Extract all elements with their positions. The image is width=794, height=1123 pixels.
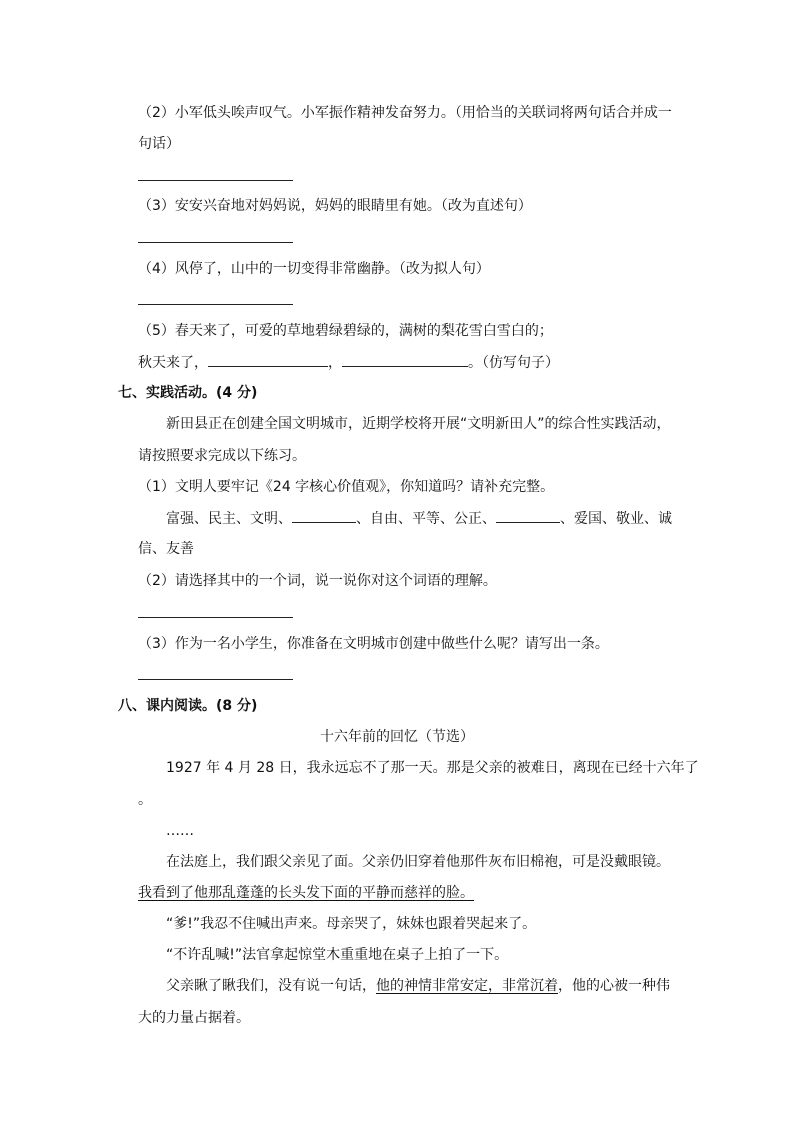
q6-item5-suffix: 。（仿写句子） xyxy=(468,355,559,371)
q7-item2-answer-line[interactable] xyxy=(138,617,293,618)
q8-p2-underlined-sentence: 我看到了他那乱蓬蓬的长头发下面的平静而慈祥的脸。 xyxy=(138,885,474,901)
q7-item3: （3）作为一名小学生，你准备在文明城市创建中做些什么呢？请写出一条。 xyxy=(138,636,609,652)
q8-p3: “爹!”我忍不住喊出声来。母亲哭了，妹妹也跟着哭起来了。 xyxy=(166,916,537,932)
q8-heading: 八、课内阅读。(8 分) xyxy=(118,698,258,714)
q7-item1: （1）文明人要牢记《24 字核心价值观》，你知道吗？请补充完整。 xyxy=(138,479,555,495)
q8-p2-line1: 在法庭上，我们跟父亲见了面。父亲仍旧穿着他那件灰布旧棉袍，可是没戴眼镜。 xyxy=(166,854,670,870)
q8-p1-line2: 。 xyxy=(138,792,152,808)
q7-values-blank-1[interactable] xyxy=(292,508,356,523)
q7-values-a: 富强、民主、文明、 xyxy=(166,511,292,527)
q6-item5-blank-2[interactable] xyxy=(342,352,468,367)
q6-item2-answer-line[interactable] xyxy=(138,180,293,181)
q6-item5-line1: （5）春天来了，可爱的草地碧绿碧绿的，满树的梨花雪白雪白的； xyxy=(138,323,553,339)
q6-item5-prefix: 秋天来了， xyxy=(138,355,208,371)
q8-p5-underlined-phrase: 他的神情非常安定，非常沉着 xyxy=(376,978,558,994)
q7-values-b: 、自由、平等、公正、 xyxy=(356,511,496,527)
q8-p4: “不许乱喊!”法官拿起惊堂木重重地在桌子上拍了一下。 xyxy=(166,947,509,963)
q7-heading: 七、实践活动。(4 分) xyxy=(118,385,258,401)
q8-p5-b: ，他的心被一种伟 xyxy=(558,978,670,994)
q6-item2-line2: 句话） xyxy=(138,136,180,152)
q7-intro-line1: 新田县正在创建全国文明城市，近期学校将开展“文明新田人”的综合性实践活动， xyxy=(166,416,671,432)
q8-p1-line1: 1927 年 4 月 28 日，我永远忘不了那一天。那是父亲的被难日，离现在已经十六年了 xyxy=(166,760,699,776)
q6-item5-blank-1[interactable] xyxy=(208,352,328,367)
q6-item3-answer-line[interactable] xyxy=(138,242,293,243)
q7-values-c: 、爱国、敬业、诚 xyxy=(560,511,672,527)
q7-values-line1 xyxy=(166,508,672,529)
q7-values-line2: 信、友善 xyxy=(138,541,194,557)
q6-item4: （4）风停了，山中的一切变得非常幽静。（改为拟人句） xyxy=(138,261,490,277)
q7-item2: （2）请选择其中的一个词，说一说你对这个词语的理解。 xyxy=(138,573,497,589)
q6-item4-answer-line[interactable] xyxy=(138,304,293,305)
q7-item3-answer-line[interactable] xyxy=(138,679,293,680)
q6-item3: （3）安安兴奋地对妈妈说，妈妈的眼睛里有她。（改为直述句） xyxy=(138,198,532,214)
q6-item5-line2 xyxy=(138,352,559,373)
q6-item2-line1: （2）小军低头唉声叹气。小军振作精神发奋努力。（用恰当的关联词将两句话合并成一 xyxy=(138,105,672,121)
q8-passage-title: 十六年前的回忆（节选） xyxy=(320,729,474,745)
q8-p5-line2: 大的力量占据着。 xyxy=(138,1010,250,1026)
q8-ellipsis: …… xyxy=(166,823,194,839)
q7-intro-line2: 请按照要求完成以下练习。 xyxy=(138,448,306,464)
q6-item5-comma: ， xyxy=(328,355,342,371)
q8-p5-line1 xyxy=(166,976,670,996)
q7-values-blank-2[interactable] xyxy=(496,508,560,523)
q8-p5-a: 父亲瞅了瞅我们，没有说一句话， xyxy=(166,978,376,994)
